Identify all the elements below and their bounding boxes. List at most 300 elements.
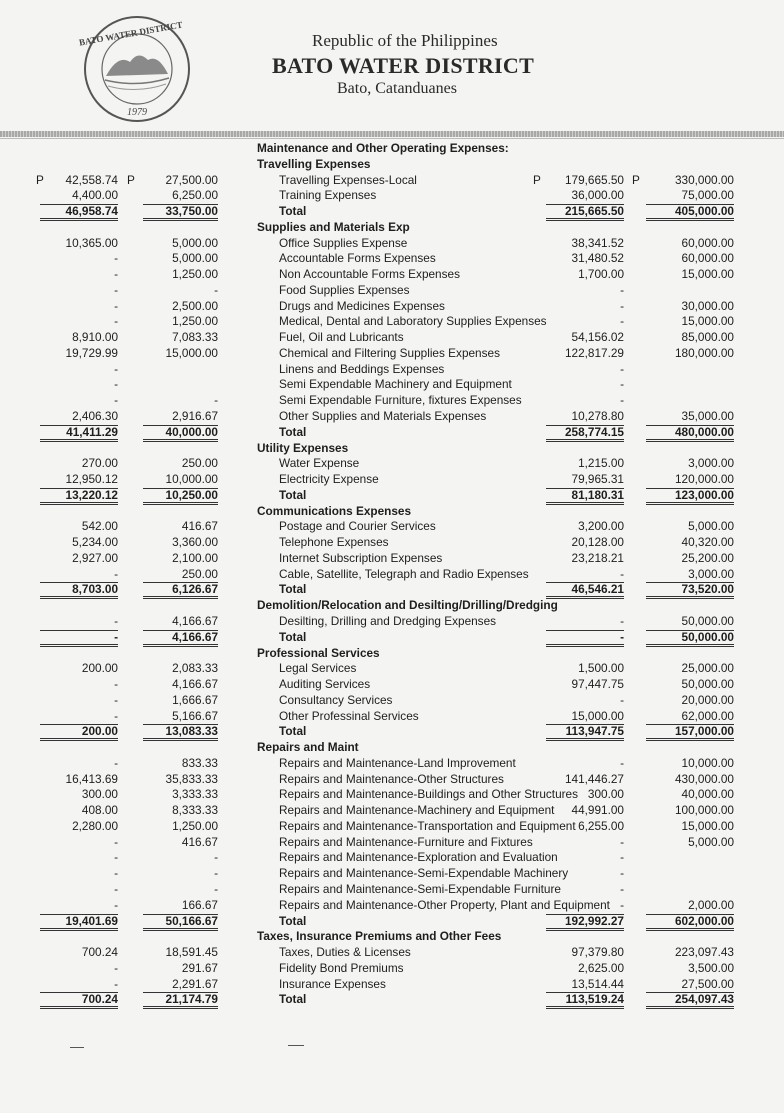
approved-budget-value: 27,500.00 [646, 977, 734, 994]
actual-ytd-value: 97,379.80 [571, 945, 624, 960]
approved-budget-value: 25,200.00 [681, 550, 734, 565]
line-item-row [0, 693, 784, 709]
section-heading-row [0, 441, 784, 457]
prior-actual-value: - [114, 755, 118, 770]
row-label: Internet Subscription Expenses [279, 550, 443, 565]
approved-budget-value: 15,000.00 [681, 267, 734, 282]
prior-actual-value: 12,950.12 [40, 472, 118, 489]
row-label: Desilting, Drilling and Dredging Expenses [279, 613, 497, 628]
row-label: Repairs and Maintenance-Machinery and Equipment [279, 803, 555, 818]
prior-actual-value: - [114, 850, 118, 865]
line-item-row [0, 519, 784, 535]
line-item-row [0, 882, 784, 898]
prior-actual-value: - [40, 630, 118, 647]
row-label: Repairs and Maintenance-Exploration and Evaluation [279, 850, 558, 865]
actual-ytd-value: - [546, 898, 624, 915]
line-item-row [0, 330, 784, 346]
line-item-row [0, 614, 784, 630]
actual-ytd-value: - [620, 361, 624, 376]
row-label: Total [279, 487, 307, 502]
row-label: Medical, Dental and Laboratory Supplies Expenses [279, 314, 547, 329]
approved-budget-value: 120,000.00 [646, 472, 734, 489]
approved-budget-value: 254,097.43 [646, 992, 734, 1009]
svg-text:BATO WATER DISTRICT: BATO WATER DISTRICT [78, 19, 184, 48]
actual-ytd-value: 215,665.50 [546, 204, 624, 221]
header-country: Republic of the Philippines [312, 31, 498, 50]
approved-budget-value: 602,000.00 [646, 914, 734, 931]
prior-actual-value: 200.00 [40, 724, 118, 741]
approved-budget-value: 15,000.00 [681, 314, 734, 329]
actual-ytd-value: - [546, 614, 624, 631]
row-label: Telephone Expenses [279, 535, 389, 550]
row-label: Travelling Expenses [257, 156, 371, 171]
row-label: Total [279, 582, 307, 597]
row-label: Demolition/Relocation and Desilting/Drilling/Dredging [257, 598, 558, 613]
prior-actual-value: 270.00 [81, 456, 118, 471]
prior-actual-value: - [114, 361, 118, 376]
budget-monthly-value: 3,333.33 [172, 787, 218, 802]
row-label: Food Supplies Expenses [279, 282, 410, 297]
line-item-row [0, 961, 784, 977]
line-item-row [0, 661, 784, 677]
footer-mark [70, 1047, 84, 1048]
budget-monthly-value: 2,291.67 [143, 977, 218, 994]
peso-sign: P [632, 172, 640, 187]
actual-ytd-value: 46,546.21 [546, 582, 624, 599]
budget-monthly-value: 1,250.00 [172, 314, 218, 329]
prior-actual-value: 16,413.69 [65, 771, 118, 786]
line-item-row [0, 236, 784, 252]
budget-monthly-value: 35,833.33 [165, 771, 218, 786]
line-item-row [0, 787, 784, 803]
actual-ytd-value: 54,156.02 [571, 330, 624, 345]
line-item-row [0, 835, 784, 851]
approved-budget-value: 100,000.00 [674, 803, 734, 818]
approved-budget-value: 330,000.00 [674, 172, 734, 187]
budget-monthly-value: 4,166.67 [172, 677, 218, 692]
section-heading-row [0, 929, 784, 945]
approved-budget-value: 50,000.00 [681, 677, 734, 692]
approved-budget-value: 30,000.00 [681, 298, 734, 313]
row-label: Repairs and Maintenance-Transportation and Equipment [279, 818, 576, 833]
section-heading-row [0, 646, 784, 662]
row-label: Total [279, 204, 307, 219]
row-label: Consultancy Services [279, 692, 393, 707]
line-item-row [0, 551, 784, 567]
prior-actual-value: - [114, 960, 118, 975]
line-item-row [0, 377, 784, 393]
line-item-row [0, 314, 784, 330]
budget-monthly-value: 2,100.00 [172, 550, 218, 565]
prior-actual-value: - [114, 881, 118, 896]
budget-monthly-value: 10,250.00 [143, 488, 218, 505]
prior-actual-value: 10,365.00 [65, 235, 118, 250]
actual-ytd-value: 31,480.52 [571, 251, 624, 266]
actual-ytd-value: - [620, 866, 624, 881]
line-item-row [0, 977, 784, 993]
line-item-row [0, 803, 784, 819]
budget-monthly-value: 4,166.67 [143, 630, 218, 647]
budget-monthly-value: 6,126.67 [143, 582, 218, 599]
total-row [0, 488, 784, 504]
header-divider-thin [0, 138, 784, 139]
row-label: Semi Expendable Machinery and Equipment [279, 377, 512, 392]
row-label: Auditing Services [279, 677, 371, 692]
prior-actual-value: 19,729.99 [65, 345, 118, 360]
actual-ytd-value: 141,446.27 [564, 771, 624, 786]
row-label: Legal Services [279, 661, 357, 676]
line-item-row [0, 251, 784, 267]
prior-actual-value: - [114, 377, 118, 392]
total-row [0, 992, 784, 1008]
prior-actual-value: 700.24 [81, 945, 118, 960]
actual-ytd-value: 113,519.24 [546, 992, 624, 1009]
actual-ytd-value: 1,500.00 [578, 661, 624, 676]
prior-actual-value: 542.00 [81, 519, 118, 534]
section-heading-row [0, 141, 784, 157]
row-label: Postage and Courier Services [279, 519, 436, 534]
budget-monthly-value: - [214, 393, 218, 408]
budget-monthly-value: 2,916.67 [143, 409, 218, 426]
actual-ytd-value: - [620, 282, 624, 297]
actual-ytd-value: 44,991.00 [571, 803, 624, 818]
line-item-row [0, 472, 784, 488]
actual-ytd-value: - [620, 755, 624, 770]
budget-monthly-value: 13,083.33 [143, 724, 218, 741]
row-label: Repairs and Maintenance-Furniture and Fixtures [279, 834, 533, 849]
peso-sign: P [127, 172, 135, 187]
approved-budget-value: 180,000.00 [674, 345, 734, 360]
approved-budget-value: 480,000.00 [646, 425, 734, 442]
approved-budget-value: 3,000.00 [646, 567, 734, 584]
budget-monthly-value: 1,250.00 [172, 818, 218, 833]
budget-monthly-value: 2,083.33 [172, 661, 218, 676]
approved-budget-value: 157,000.00 [646, 724, 734, 741]
total-row [0, 630, 784, 646]
total-row [0, 914, 784, 930]
row-label: Accountable Forms Expenses [279, 251, 436, 266]
budget-monthly-value: 15,000.00 [165, 345, 218, 360]
total-row [0, 204, 784, 220]
line-item-row [0, 535, 784, 551]
approved-budget-value: 60,000.00 [681, 235, 734, 250]
budget-monthly-value: 416.67 [181, 834, 218, 849]
prior-actual-value: - [40, 898, 118, 915]
approved-budget-value: 85,000.00 [681, 330, 734, 345]
approved-budget-value: 405,000.00 [646, 204, 734, 221]
approved-budget-value: 430,000.00 [674, 771, 734, 786]
actual-ytd-value: - [620, 834, 624, 849]
actual-ytd-value: 113,947.75 [546, 724, 624, 741]
budget-monthly-value: 250.00 [143, 567, 218, 584]
approved-budget-value: 75,000.00 [646, 188, 734, 205]
line-item-row [0, 188, 784, 204]
line-item-row [0, 772, 784, 788]
row-label: Taxes, Insurance Premiums and Other Fees [257, 929, 502, 944]
row-label: Other Professinal Services [279, 708, 419, 723]
line-item-row [0, 456, 784, 472]
approved-budget-value: 50,000.00 [646, 614, 734, 631]
approved-budget-value: 73,520.00 [646, 582, 734, 599]
expense-table [0, 141, 784, 1008]
row-label: Taxes, Duties & Licenses [279, 945, 411, 960]
row-label: Total [279, 629, 307, 644]
header-divider [0, 131, 784, 137]
row-label: Cable, Satellite, Telegraph and Radio Expenses [279, 566, 529, 581]
budget-monthly-value: 50,166.67 [143, 914, 218, 931]
prior-actual-value: - [114, 866, 118, 881]
approved-budget-value: 50,000.00 [646, 630, 734, 647]
budget-monthly-value: - [214, 850, 218, 865]
approved-budget-value: 223,097.43 [674, 945, 734, 960]
prior-actual-value: 41,411.29 [40, 425, 118, 442]
actual-ytd-value: 81,180.31 [546, 488, 624, 505]
actual-ytd-value: 1,215.00 [578, 456, 624, 471]
row-label: Utility Expenses [257, 440, 349, 455]
budget-monthly-value: 5,000.00 [172, 251, 218, 266]
row-label: Office Supplies Expense [279, 235, 408, 250]
prior-actual-value: 2,280.00 [72, 818, 118, 833]
budget-monthly-value: 166.67 [143, 898, 218, 915]
prior-actual-value: 19,401.69 [40, 914, 118, 931]
prior-actual-value: 46,958.74 [40, 204, 118, 221]
line-item-row [0, 346, 784, 362]
approved-budget-value: 3,000.00 [688, 456, 734, 471]
prior-actual-value: - [40, 977, 118, 994]
row-label: Other Supplies and Materials Expenses [279, 409, 487, 424]
row-label: Chemical and Filtering Supplies Expenses [279, 345, 500, 360]
line-item-row [0, 409, 784, 425]
actual-ytd-value: 36,000.00 [546, 188, 624, 205]
section-heading-row [0, 740, 784, 756]
budget-monthly-value: 416.67 [181, 519, 218, 534]
row-label: Maintenance and Other Operating Expenses: [257, 141, 509, 155]
budget-monthly-value: 27,500.00 [165, 172, 218, 187]
line-item-row [0, 393, 784, 409]
actual-ytd-value: 97,447.75 [571, 677, 624, 692]
line-item-row [0, 173, 784, 189]
approved-budget-value: 10,000.00 [681, 755, 734, 770]
peso-sign: P [533, 172, 541, 187]
budget-monthly-value: 5,000.00 [172, 235, 218, 250]
actual-ytd-value: - [620, 298, 624, 313]
approved-budget-value: 15,000.00 [681, 818, 734, 833]
row-label: Non Accountable Forms Expenses [279, 267, 460, 282]
line-item-row [0, 945, 784, 961]
water-district-seal-logo [78, 14, 196, 124]
row-label: Fuel, Oil and Lubricants [279, 330, 404, 345]
actual-ytd-value: 38,341.52 [571, 235, 624, 250]
row-label: Fidelity Bond Premiums [279, 960, 404, 975]
budget-monthly-value: 18,591.45 [165, 945, 218, 960]
approved-budget-value: 40,000.00 [681, 787, 734, 802]
prior-actual-value: - [40, 614, 118, 631]
row-label: Drugs and Medicines Expenses [279, 298, 445, 313]
row-label: Professional Services [257, 645, 380, 660]
approved-budget-value: 2,000.00 [646, 898, 734, 915]
actual-ytd-value: 23,218.21 [571, 550, 624, 565]
approved-budget-value: 25,000.00 [681, 661, 734, 676]
budget-monthly-value: - [214, 282, 218, 297]
prior-actual-value: 13,220.12 [40, 488, 118, 505]
section-heading-row [0, 598, 784, 614]
line-item-row [0, 819, 784, 835]
prior-actual-value: - [114, 251, 118, 266]
approved-budget-value: 5,000.00 [688, 519, 734, 534]
actual-ytd-value: - [620, 377, 624, 392]
approved-budget-value: 40,320.00 [681, 535, 734, 550]
row-label: Repairs and Maintenance-Other Property, Plant and Equipment [279, 897, 610, 912]
row-label: Supplies and Materials Exp [257, 219, 410, 234]
actual-ytd-value: 1,700.00 [578, 267, 624, 282]
row-label: Repairs and Maintenance-Other Structures [279, 771, 504, 786]
approved-budget-value: 62,000.00 [646, 709, 734, 726]
line-item-row [0, 850, 784, 866]
prior-actual-value: - [40, 709, 118, 726]
row-label: Training Expenses [279, 188, 377, 203]
actual-ytd-value: - [546, 567, 624, 584]
prior-actual-value: 8,703.00 [40, 582, 118, 599]
budget-monthly-value: 33,750.00 [143, 204, 218, 221]
prior-actual-value: - [114, 677, 118, 692]
actual-ytd-value: 13,514.44 [546, 977, 624, 994]
total-row [0, 724, 784, 740]
budget-monthly-value: - [214, 866, 218, 881]
row-label: Linens and Beddings Expenses [279, 361, 445, 376]
row-label: Water Expense [279, 456, 360, 471]
prior-actual-value: - [114, 393, 118, 408]
budget-monthly-value: 5,166.67 [143, 709, 218, 726]
budget-monthly-value: 250.00 [181, 456, 218, 471]
prior-actual-value: 8,910.00 [72, 330, 118, 345]
actual-ytd-value: - [546, 630, 624, 647]
approved-budget-value: 20,000.00 [681, 692, 734, 707]
actual-ytd-value: 79,965.31 [546, 472, 624, 489]
row-label: Electricity Expense [279, 472, 379, 487]
line-item-row [0, 299, 784, 315]
line-item-row [0, 677, 784, 693]
prior-actual-value: 42,558.74 [65, 172, 118, 187]
budget-monthly-value: 3,360.00 [172, 535, 218, 550]
approved-budget-value: 5,000.00 [688, 834, 734, 849]
actual-ytd-value: 300.00 [587, 787, 624, 802]
budget-monthly-value: 7,083.33 [172, 330, 218, 345]
actual-ytd-value: 6,255.00 [578, 818, 624, 833]
prior-actual-value: 4,400.00 [40, 188, 118, 205]
prior-actual-value: 408.00 [81, 803, 118, 818]
actual-ytd-value: 258,774.15 [546, 425, 624, 442]
prior-actual-value: 2,406.30 [40, 409, 118, 426]
actual-ytd-value: 15,000.00 [546, 709, 624, 726]
line-item-row [0, 567, 784, 583]
actual-ytd-value: 10,278.80 [546, 409, 624, 426]
line-item-row [0, 756, 784, 772]
line-item-row [0, 283, 784, 299]
section-heading-row [0, 157, 784, 173]
total-row [0, 582, 784, 598]
document-header [0, 0, 784, 135]
budget-monthly-value: 1,250.00 [172, 267, 218, 282]
budget-monthly-value: - [214, 881, 218, 896]
svg-text:1979: 1979 [127, 107, 147, 118]
approved-budget-value: 123,000.00 [646, 488, 734, 505]
prior-actual-value: - [114, 267, 118, 282]
budget-monthly-value: 833.33 [181, 755, 218, 770]
peso-sign: P [36, 172, 44, 187]
row-label: Total [279, 992, 307, 1007]
header-organization: BATO WATER DISTRICT [272, 53, 535, 78]
prior-actual-value: - [114, 834, 118, 849]
row-label: Repairs and Maintenance-Buildings and Other Structures [279, 787, 579, 802]
section-heading-row [0, 504, 784, 520]
line-item-row [0, 709, 784, 725]
row-label: Total [279, 424, 307, 439]
row-label: Total [279, 913, 307, 928]
section-heading-row [0, 220, 784, 236]
budget-monthly-value: 4,166.67 [143, 614, 218, 631]
row-label: Semi Expendable Furniture, fixtures Expenses [279, 393, 522, 408]
row-label: Repairs and Maintenance-Semi-Expendable Machinery [279, 866, 569, 881]
actual-ytd-value: 122,817.29 [564, 345, 624, 360]
actual-ytd-value: 3,200.00 [578, 519, 624, 534]
row-label: Repairs and Maintenance-Land Improvement [279, 755, 516, 770]
row-label: Repairs and Maint [257, 740, 359, 755]
actual-ytd-value: - [620, 850, 624, 865]
prior-actual-value: - [114, 298, 118, 313]
line-item-row [0, 898, 784, 914]
actual-ytd-value: - [620, 881, 624, 896]
budget-monthly-value: 40,000.00 [143, 425, 218, 442]
prior-actual-value: - [40, 567, 118, 584]
approved-budget-value: 3,500.00 [688, 960, 734, 975]
prior-actual-value: 700.24 [40, 992, 118, 1009]
row-label: Total [279, 724, 307, 739]
prior-actual-value: - [114, 282, 118, 297]
row-label: Insurance Expenses [279, 976, 386, 991]
prior-actual-value: 5,234.00 [72, 535, 118, 550]
row-label: Travelling Expenses-Local [279, 172, 417, 187]
budget-monthly-value: 10,000.00 [143, 472, 218, 489]
budget-monthly-value: 291.67 [181, 960, 218, 975]
row-label: Communications Expenses [257, 503, 412, 518]
actual-ytd-value: - [620, 314, 624, 329]
budget-monthly-value: 2,500.00 [172, 298, 218, 313]
prior-actual-value: 300.00 [81, 787, 118, 802]
prior-actual-value: 200.00 [81, 661, 118, 676]
actual-ytd-value: - [620, 692, 624, 707]
line-item-row [0, 866, 784, 882]
footer-mark [288, 1045, 304, 1046]
budget-monthly-value: 8,333.33 [172, 803, 218, 818]
line-item-row [0, 362, 784, 378]
header-location: Bato, Catanduanes [337, 80, 457, 97]
approved-budget-value: 60,000.00 [681, 251, 734, 266]
actual-ytd-value: 192,992.27 [546, 914, 624, 931]
approved-budget-value: 35,000.00 [646, 409, 734, 426]
actual-ytd-value: 20,128.00 [571, 535, 624, 550]
actual-ytd-value: 179,665.50 [564, 172, 624, 187]
budget-monthly-value: 1,666.67 [172, 692, 218, 707]
budget-monthly-value: 6,250.00 [143, 188, 218, 205]
budget-monthly-value: 21,174.79 [143, 992, 218, 1009]
prior-actual-value: - [114, 314, 118, 329]
prior-actual-value: 2,927.00 [72, 550, 118, 565]
actual-ytd-value: 2,625.00 [578, 960, 624, 975]
prior-actual-value: - [114, 692, 118, 707]
line-item-row [0, 267, 784, 283]
total-row [0, 425, 784, 441]
actual-ytd-value: - [620, 393, 624, 408]
